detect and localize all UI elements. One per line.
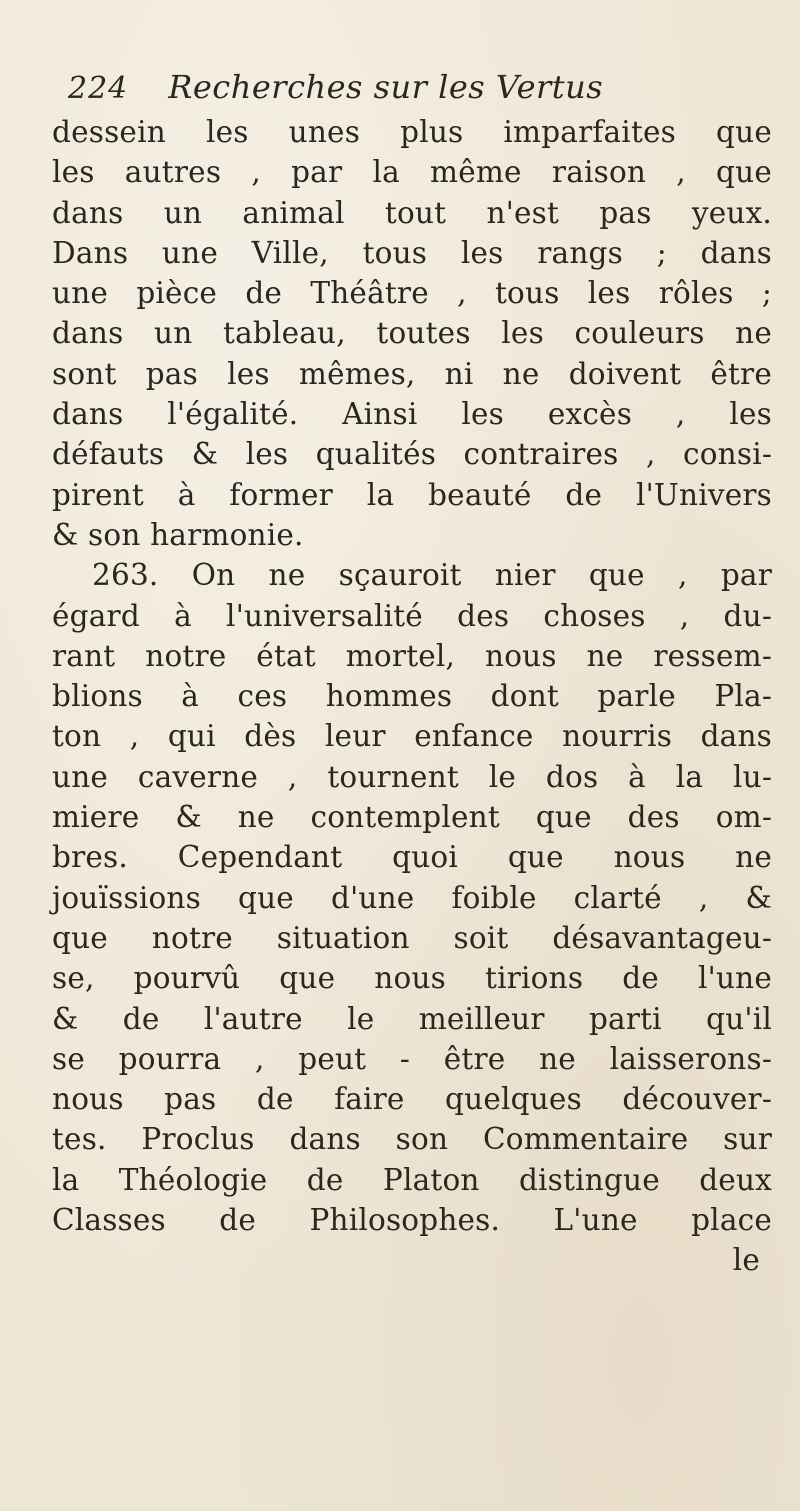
text-line: dans un tableau, toutes les couleurs ne	[52, 316, 772, 351]
text-line: sont pas les mêmes, ni ne doivent être	[52, 356, 772, 391]
text-line: ton , qui dès leur enfance nourris dans	[52, 719, 772, 754]
paragraph-start-line: 263. On ne sçauroit nier que , par	[92, 558, 772, 593]
page-number: 224	[68, 71, 129, 106]
text-line: rant notre état mortel, nous ne ressem-	[52, 638, 772, 673]
text-line: & de l'autre le meilleur parti qu'il	[52, 1001, 772, 1036]
text-line: & son harmonie.	[52, 517, 304, 552]
text-line: se pourra , peut - être ne laisserons-	[52, 1041, 772, 1076]
text-line: dessein les unes plus imparfaites que	[52, 115, 772, 149]
text-line: que notre situation soit désavantageu-	[52, 920, 772, 955]
catchword: le	[732, 1243, 760, 1278]
text-line: Classes de Philosophes. L'une place	[52, 1203, 772, 1238]
page-header	[68, 68, 768, 114]
text-line: dans l'égalité. Ainsi les excès , les	[52, 397, 772, 432]
text-line: la Théologie de Platon distingue deux	[52, 1162, 772, 1197]
text-line: miere & ne contemplent que des om-	[52, 800, 772, 835]
running-head: Recherches sur les Vertus	[168, 68, 604, 106]
text-line: blions à ces hommes dont parle Pla-	[52, 679, 772, 714]
text-line: défauts & les qualités contraires , consi-	[52, 437, 772, 472]
text-line: bres. Cependant quoi que nous ne	[52, 840, 772, 875]
text-line: Dans une Ville, tous les rangs ; dans	[52, 235, 772, 270]
text-line: jouïssions que d'une foible clarté , &	[52, 880, 772, 915]
text-line: tes. Proclus dans son Commentaire sur	[52, 1122, 772, 1157]
text-line: nous pas de faire quelques découver-	[52, 1082, 772, 1117]
text-line: égard à l'universalité des choses , du-	[52, 598, 772, 633]
text-line: une caverne , tournent le dos à la lu-	[52, 759, 772, 794]
text-line: une pièce de Théâtre , tous les rôles ;	[52, 276, 772, 311]
text-line: dans un animal tout n'est pas yeux.	[52, 195, 772, 230]
text-line: se, pourvû que nous tirions de l'une	[52, 961, 772, 996]
text-line: les autres , par la même raison , que	[52, 155, 772, 190]
body-text	[52, 112, 772, 1281]
text-line: pirent à former la beauté de l'Univers	[52, 477, 772, 512]
